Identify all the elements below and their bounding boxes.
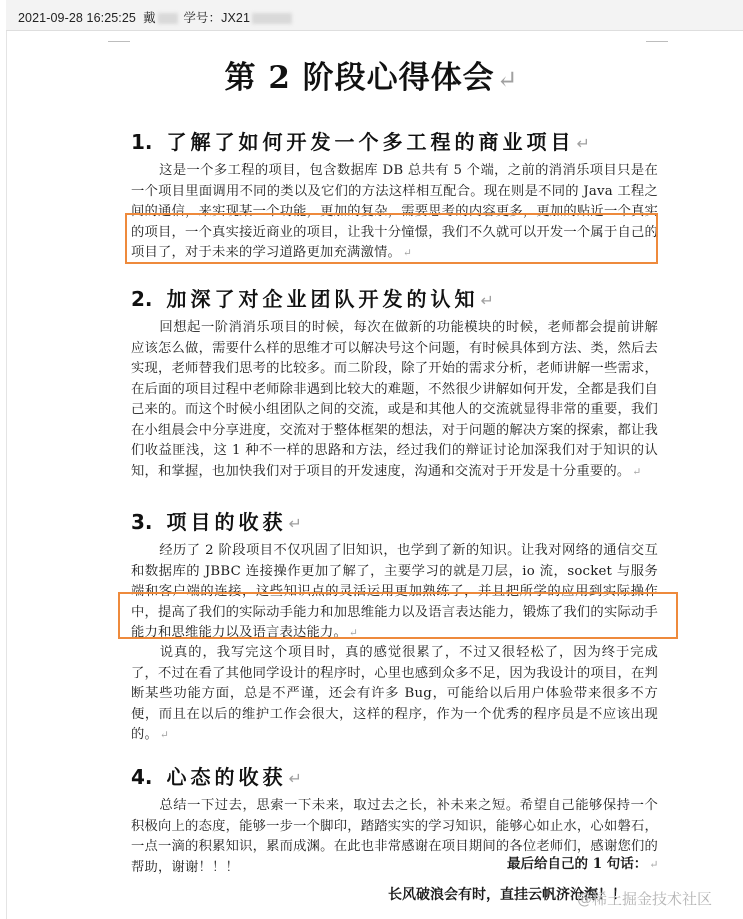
redacted-name	[158, 13, 178, 24]
return-mark: ↵	[632, 464, 642, 478]
section-number: 3.	[131, 510, 153, 534]
document-title	[0, 52, 743, 97]
section-heading-2	[131, 283, 498, 312]
closing-quote: 长风破浪会有时，直挂云帆济沧海！！	[388, 887, 626, 903]
redacted-id	[252, 13, 292, 24]
heading-text: 心态的收获	[166, 765, 287, 789]
return-mark: ↵	[348, 626, 359, 639]
watermark: @稀土掘金技术社区	[577, 890, 713, 908]
closing-label-text: 最后给自己的 1 句话：	[507, 856, 648, 872]
margin-mark-left	[108, 41, 130, 42]
document-header-bar	[6, 0, 743, 31]
closing-label	[507, 852, 658, 872]
return-mark: ↵	[288, 769, 306, 788]
return-mark: ↵	[288, 514, 306, 533]
return-mark: ↵	[649, 858, 659, 871]
heading-text: 加深了对企业团队开发的认知	[166, 287, 479, 311]
heading-text: 项目的收获	[166, 510, 287, 534]
heading-text: 了解了如何开发一个多工程的商业项目	[166, 130, 575, 154]
student-name: 戴	[143, 11, 156, 25]
return-mark: ↵	[576, 134, 594, 153]
section-heading-3	[131, 506, 306, 535]
return-mark: ↵	[402, 246, 413, 259]
timestamp: 2021-09-28 16:25:25	[18, 11, 136, 25]
highlight-box-1	[125, 213, 658, 264]
section-number: 1.	[131, 130, 153, 154]
return-mark: ↵	[480, 291, 498, 310]
return-mark: ↵	[496, 65, 519, 94]
section-3-paragraph-2	[131, 643, 658, 746]
paragraph-text: 说真的，我写完这个项目时，真的感觉很累了，不过又很轻松了，因为终于完成了，不过在看了其他同学设计的程序时，心里也感到众多不足，因为我设计的项目，在判断某些功能方面，总是不严谨，还会有许多 Bug，可能给以后用户体验带来很多不方便，而且在以后的维护工作会很大，这样的程序，作为一个优秀的程序员是不应该出现的。	[131, 645, 658, 742]
section-heading-1	[131, 126, 594, 155]
paragraph-text: 总结一下过去，思索一下未来，取过去之长，补未来之短。希望自己能够保持一个积极向上的态度，能够一步一个脚印，踏踏实实的学习知识，能够心如止水，心如磐石，一点一滴的积累知识，累而成渊。在此也非常感谢在项目期间的各位老师们，感谢您们的帮助，谢谢！！！	[131, 798, 658, 875]
submission-meta	[18, 8, 294, 26]
section-number: 2.	[131, 287, 153, 311]
section-2-paragraph	[131, 318, 658, 482]
title-text: 第 2 阶段心得体会	[224, 60, 495, 96]
section-number: 4.	[131, 765, 153, 789]
margin-mark-right	[646, 41, 668, 42]
paragraph-text: 经历了 2 阶段项目不仅巩固了旧知识，也学到了新的知识。让我对网络的通信交互和数据库的 JBBC 连接操作更加了解了，主要学习的就是刀层，io 流，socket 与服务端和客户端的连接，这些知识点的灵活运用更加熟练了，并且把所学的应用到实际操作中，提高了我们的实际动手能力和加思维能力以及语言表达能力，锻炼了我们的实际动手能力和思维能力以及语言表达能力。	[131, 543, 658, 640]
highlight-box-2	[118, 592, 678, 639]
paragraph-text: 这是一个多工程的项目，包含数据库 DB 总共有 5 个端，之前的消消乐项目只是在一个项目里面调用不同的类以及它们的方法这样相互配合。现在则是不同的 Java 工程之间的通信，来实现某一个功能，更加的复杂，需要思考的内容更多，更加的贴近一个真实的项目，一个真实接近商业的项目，让我十分憧憬，我们不久就可以开发一个属于自己的项目了，对于未来的学习道路更加充满激情。	[131, 163, 658, 260]
student-id: JX21	[221, 11, 251, 25]
student-id-label: 学号：	[183, 11, 222, 25]
section-heading-4	[131, 761, 306, 790]
return-mark: ↵	[160, 728, 170, 741]
paragraph-text: 回想起一阶消消乐项目的时候，每次在做新的功能模块的时候，老师都会提前讲解应该怎么做，需要什么样的思维才可以解决号这个问题，有时候具体到方法、类，然后去实现，老师替我们思考的比较多。而二阶段，除了开始的需求分析，老师讲解一些需求，在后面的项目过程中老师除非遇到比较大的难题，不然很少讲解如何开发，全都是我们自己来的。而这个时候小组团队之间的交流，或是和其他人的交流就显得非常的重要，我们在小组晨会中分享进度，交流对于整体框架的想法，对于问题的解决方案的探索，都让我们收益匪浅，这 1 种不一样的思路和方法，经过我们的辩证讨论加深我们对于知识的认知，和掌握，也加快我们对于项目的开发速度，沟通和交流对于开发是十分重要的。	[131, 320, 658, 479]
